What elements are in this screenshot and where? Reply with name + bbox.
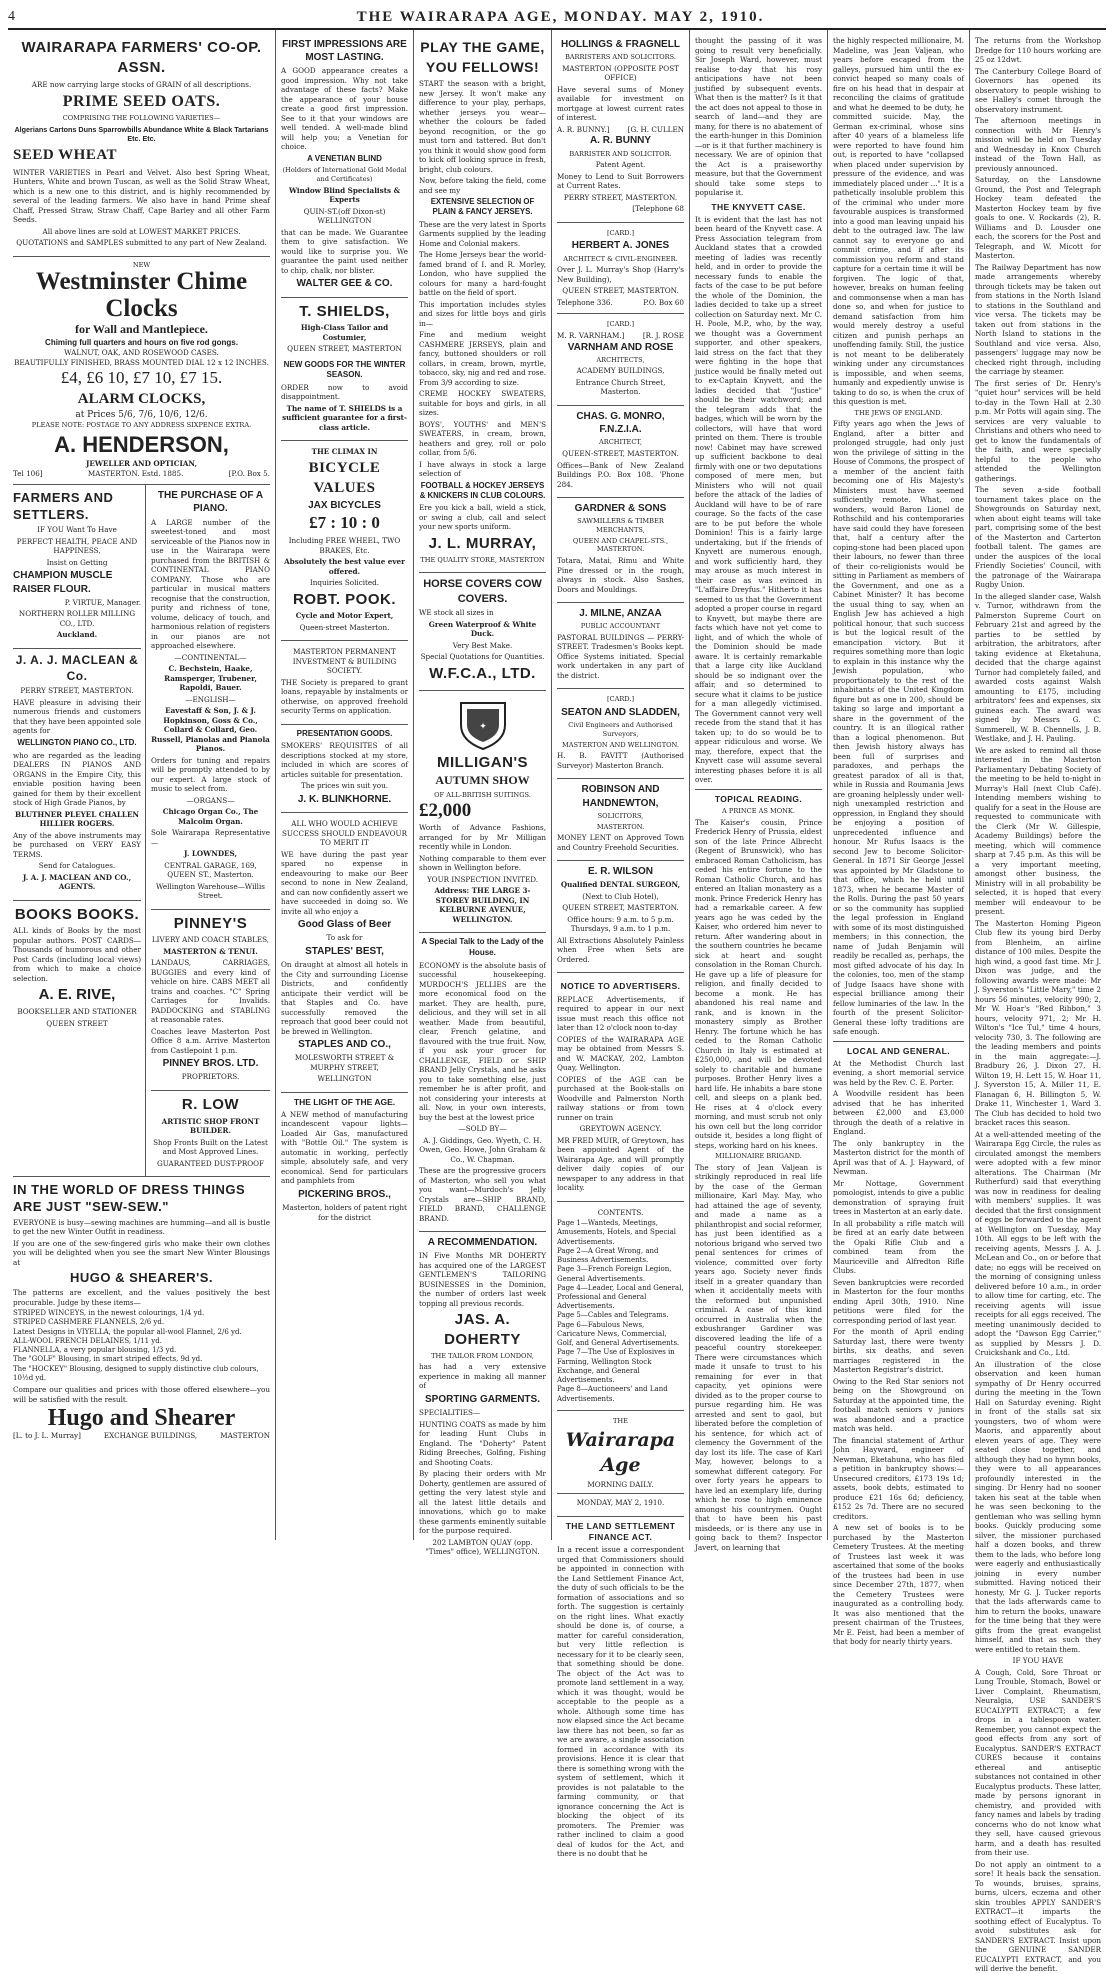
column-4	[552, 30, 690, 1859]
sewsew-ad: IN THE WORLD OF DRESS THINGS ARE JUST "SEW-SEW." EVERYONE is busy—sewing machines are humming—and all is bustle to get the new Winter Outfit in readiness. If you are one of the sew-fingered girls who make their own clothes you will be delighted when you see the smart New Winter Blousings at HUGO & SHEARER'S. The patterns are excellent, and the values positively the best procurable. Judge by these items— STRIPED WINCEYS, in the newest colourings, 1/4 yd. STRIPED CASHMERE FLANNELS, 2/6 yd. Latest Designs in VIYELLA, the popular all-wool Flannel, 2/6 yd. ALL-WOOL FRENCH DELAINES, 1/11 yd. FLANNELLA, a very popular blousing, 1/3 yd. The "GOLF" Blousing, in smart striped effects, 9d yd. The "HOCKEY" Blousing, designed to supply distinctive club colours, 10½d yd. Compare our qualities and prices with those offered elsewhere—you will be satisfied with the result. Hugo and Shearer [L. to J. L. Murray] EXCHANGE BUILDINGS, MASTERTON	[13, 1182, 270, 1441]
wairarapa-age-nameplate: Wairarapa Age	[565, 1428, 676, 1476]
column-1	[8, 30, 276, 1540]
hugo-shearer-footer: Hugo and Shearer	[47, 1405, 236, 1432]
sander-ad-heading: IF YOU HAVE	[1012, 1656, 1064, 1665]
henderson-name: A. HENDERSON,	[54, 432, 229, 458]
newspaper-page	[8, 6, 1106, 1973]
milligan-ad: ✦ MILLIGAN'S AUTUMN SHOW OF ALL-BRITISH SUITINGS. £2,000 Worth of Advance Fashions, arranged for by Mr Milligan recently while in London. Nothing comparable to them ever shown in Wellington before. YOUR INSPECTION INVITED. Address: THE LARGE 3-STOREY BUILDING, IN KELBURNE AVENUE, WELLINGTON.	[419, 691, 546, 934]
page-number: 4	[8, 9, 15, 24]
newspaper-title: THE WAIRARAPA AGE, MONDAY. MAY 2, 1910.	[356, 8, 765, 25]
topical-reading-heading: TOPICAL READING.	[714, 793, 803, 804]
light-ad: THE LIGHT OF THE AGE. A NEW method of manufacturing incandescent vapour lights—Loaded Air Gas, manufactured with "Bottle Oil." The system is automatic in working, perfectly simple, absolutely safe, and very economical. Send for particulars and pamphlets from PICKERING BROS., Masterton, holders of patent right for the district	[281, 1096, 408, 1222]
hollings-card: HOLLINGS & FRAGNELL BARRISTERS AND SOLICITORS. MASTERTON (OPPOSITE POST OFFICE) Have several sums of Money available for investment on mortgage at lowest current rates of interest. A. R. BUNNY.] [G. H. CULLEN A. R. BUNNY BARRISTER AND SOLICITOR. Patent Agent. Money to Lend to Suit Borrowers at Current Rates. PERRY STREET, MASTERTON. [Telephone 68	[557, 34, 684, 223]
column-3	[414, 30, 552, 1557]
building-society-ad: MASTERTON PERMANENT INVESTMENT & BUILDING SOCIETY. THE Society is prepared to grant loans, repayable by instalments or otherwise, on approved freehold security Terms on application.	[281, 641, 408, 725]
robinson-card: ROBINSON AND HANDNEWTON, SOLICITORS, MASTERTON. MONEY LENT on Approved Town and Country Freehold Securities.	[557, 779, 684, 861]
column-6: the highly respected millionaire, M. Madeline, was Jean Valjean, who years before escaped from the galleys, pursued him until the ex-convict heaped so many coals of fire on his head that in despair at reconciling the claims of gratitude and what he deemed to be duty, he committed suicide. May, the German ex-criminal, whose sins after 40 years of a blameless life were reported to have found him out, is reported to have "collapsed when placed under supervision by pressure of the evidence, and was immediately placed under ..." It is a pathetically insoluble problem this of the criminal who under more favourable auspices is transformed into a good man leaving unpaid his debt to the outraged law. The law cannot say to everyone go and commit crime, and if after its commission you reform and stand capture for a certain time it will be forgiven. The logic of that, however, breaks on human feeling and commonsense when a man has done so, and when for justice to demand satisfaction from him would merely destroy a useful citizen and punish perhaps an unoffending family. Still, the justice is not meant to be deliberately winking under any circumstances is impossible, and when seems, humanly and expediently unwise is taking to do so, is when the crux of this question is met. THE JEWS OF ENGLAND. Fifty years ago when the Jews of England, after a bitter and prolonged struggle, had only just won the privilege of sitting in the House of Commons, the prospect of a member of the ancient faith becoming one of His Majesty's Ministers must have seemed sufficiently remote. What, one wonders, would Baron Lionel de Rothschild and his contemporaries have said could they have foreseen that, half a century after the coping-stone had been placed upon their labours, no fewer than three of their co-religionists would be sitting in Parliament as members of the Government, and one as a Cabinet Minister? It has become the usual thing to say, when an English Jew has achieved a high political honour, that such success is but the logical result of the emancipation victory. But it requires something more than logic to explain in this instance why the Jewish population, who proportionately to the rest of the inhabitants of the United Kingdom figure but as one in 200, should be taking so large and important a share in the government of the country. It is an illogical rather than a logical phenomenon. But then Jewish history always has been full of surprises and paradoxes, and perhaps the greatest paradox of all is that, while in Russia and Roumania Jews are groaning helplessly under well-nigh unexampled restriction and oppression, in England they should be enjoying a position of unprecedented influence and honour. Mr Rufus Isaacs is the second Jew to become Solicitor-General. In 1871 Sir George Jessel was appointed by Mr Gladstone to that office, which he held until 1873, when he became Master of the Rolls. During the past 50 years or so the community has supplied the legal profession in England with some of its most distinguished members; in this connection, the name of Judah Benjamin will readily be recalled as, perhaps, the most gifted advocate of his day. In the colonies, too, men of the stamp of Judge Isaacs have shone with especial brilliance among their fellow luminaries of the law. In the fourth of the present Solicitor-General these lofty traditions are safe enough. LOCAL AND GENERAL. At the Methodist Church last evening, a short memorial service was held by the Rev. C. E. Porter. A Woodville resident has been advised that he has inherited between £2,000 and £3,000 through the death of a relative in England. The only bankruptcy in the Masterton district for the month of April was that of A. J. Hayward, of Newman. Mr Nottage, Government pomologist, intends to give a public demonstration of spraying fruit trees in Masterton at an early date. In all probability a rifle match will be fired at an early date between the Opaki Rifle Club and a combined team from the Mauriceville and Alfredton Rifle Clubs. Seven bankruptcies were recorded in Masterton for the four months ending April 30th, 1910. Nine petitions were filed for the corresponding period of last year. For the month of April ending Saturday last, there were twenty births, six deaths, and seven marriages registered in the Masterton Registrar's district. Owing to the Red Star seniors not being on the Showground on Saturday at the appointed time, the football match seniors v juniors was abandoned and a practice match was held. The financial statement of Arthur John Hayward, engineer of Newman, Eketahuna, who has filed a petition in bankruptcy shows:—Unsecured creditors, £173 19s 1d; assets, book debts, estimated to produce £21 16s 6d; deficiency, £152 2s 7d. There are no secured creditors. A new set of books is to be purchased by the Masterton Cemetery Trustees. At the meeting of Trustees last week it was ascertained that some of the books of the trustees had been in use since December 27th, 1877, when the Cemetery Trustees were inaugurated as a controlling body. It was also mentioned that the present chairman of the Trustees, Mr E. Feist, had been a member of that body for nearly thirty years.	[828, 30, 970, 1540]
pinney-ad: PINNEY'S LIVERY AND COACH STABLES, MASTERTON & TENUI. LANDAUS, CARRIAGES, BUGGIES and every kind of vehicle on hire. CABS MEET all trains and coaches. "C" Spring Carriages for Invalids. PADDOCKING and STABLING at reasonable rates. Coaches leave Masterton Post Office 8 a.m. Arrive Masterton from Castlepoint 1 p.m. PINNEY BROS. LTD. PROPRIETORS.	[151, 910, 270, 1091]
column-5: thought the passing of it was going to result very beneficially. Sir Joseph Ward, however, must realise to-day that his rosy anticipations have not been justified by subsequent events. What then is the matter? Is it that the act does not appeal to those in search of land—and they are many, for there is no abatement of the earth-hunger in this Dominion—or is it that further machinery is necessary. We are of opinion that the Act is a praiseworthy measure, but that the Government should take some steps to popularise it. THE KNYVETT CASE. It is evident that the last has not been heard of the Knyvett case. A Press Association telegram from Auckland states that a crowded meeting of ladies was recently held, and in order to provide the necessary funds to enable the facts of the case to be put before the whole of the Dominion, the ladies decided to take up a street collection on Saturday next. Mr C. H. Poole, M.P., who, by the way, we thought was a Government supporter, and other speakers, laid stress on the fact that they were fighting in the hope that justice would be finally meted out to ex-Captain Knyvett, and the ladies decided that "Justice" should be their watchword; and the telegram adds that the badges, which will be worn by the collectors, will have that word printed on them. There is trouble now! Cabinet may have screwed up sufficient backbone to deal firmly with one or two deputations composed of mere men, but Ministers who will not quail before the attack of the ladies of Auckland will have to be of rare courage. So the facts of the case are to be put before the whole Dominion! This is a fairly large undertaking, but if the friends of Knyvett are numerous enough, and work sufficiently hard, they may arouse as much interest in their case as was evinced in "L'affaire Dreyfus." Hitherto it has seemed to us that the Government adopted a proper course in regard to Knyvett, but maybe there are facts which have not yet come to light, and of which the whole of the Dominion should be made aware. It is certainly remarkable that a large city like Auckland should be so indignant over the affair, and so determined to secure what it claims to be justice for a man allegedly victimised. The Government cannot very well recede from the stand that it has taken up; to do so would be to appear ridiculous and worse. We may, therefore, expect that the Knyvett case will assume several interesting phases before it is all over. TOPICAL READING. A PRINCE AS MONK. The Kaiser's cousin, Prince Frederick Henry of Prussia, eldest son of the late Prince Albrecht (Regent of Brunswick), who has embraced Roman Catholicism, has ceded his entire fortune to the Roman Catholic Church, and has entered an Italian monastery as a monk. Prince Frederick Henry has had a remarkable career. A few years ago he was ceded by the Kaiser, who ordered him never to return. After wandering about in the southern countries he became sick at heart and sought consolation in the Roman Church. He gave up a life of pleasure for religion, and finally decided to become a monk. He has abandoned his real name and rank, and is known in the monastery simply as Brother Henry. The fortune which he has ceded to the Roman Catholic Church in Italy is estimated at £250,000, and will be devoted solely to charitable and humane purposes. Brother Henry lives a hard life. He inhabits a bare stone cell, and sleeps on a plank bed. He rises at 4 o'clock every morning, and must scrub not only his own cell but the long corridor outside it, besides a long flight of steps, working hard on his knees. MILLIONAIRE BRIGAND. The story of Jean Valjean is strikingly reproduced in real life by the case of the German millionaire, Karl May. May, who had attained the age of seventy, and made a name as a philanthropist and social reformer, has just been identified as a notorious brigand who served two penal sentences for crimes of violence, committed over forty years ago. Society never finds itself in a greater quandary than when it accidentally meets with the reformed but unpunished criminal. A case of this kind occurred in Australia when the exbushranger Gardiner was discovered leading the life of a peaceful country storekeeper. There were circumstances which made it unsafe to trust to his remaining for ever in that capacity, yet opinions were divided as to the proper course to pursue regarding him. He was arrested and sent to gaol, but liberated before the completion of his sentence, for which act of clemency the Government of the day lost its life. The case of Karl May, however, belongs to a somewhat different category. For over forty years he appears to have led an exemplary life, during which he rose to high eminence amongst his countrymen. Ought that to have been his past misdeeds, or is there any use in going back to them? Inspector Javert, on learning that	[690, 30, 828, 1540]
jones-card: [CARD.] HERBERT A. JONES ARCHITECT & CIVIL-ENGINEER. Over J. L. Murray's Shop (Harry's New Building), QUEEN STREET, MASTERTON. Telephone 336. P.O. Box 60	[557, 223, 684, 315]
knyvett-heading: THE KNYVETT CASE.	[711, 201, 806, 212]
jerseys-ad: PLAY THE GAME, YOU FELLOWS! START the season with a bright, new Jersey. It won't make any difference to your play, perhaps, whether jerseys you wear—whether the colours be faded beyond recognition, or the go must torn and tattered. But don't you think it would show good form to kick off looking spruce in fresh, bright, club colours. Now, before taking the field, come and see my EXTENSIVE SELECTION OF PLAIN & FANCY JERSEYS. These are the very latest in Sports Garments supplied by the leading Home and Colonial makers. The Home Jerseys bear the world-famed brand of I. and R. Morley, London, who have supplied the colours for many a hard-fought battle on the field of sport. This importation includes styles and sizes for little boys and girls in— Fine and medium weight CASHMERE JERSEYS, plain and fancy, buttoned shoulders or roll collars, in cream, brown, myrtle, tobacco, sky, nig and red and rose. From 3/9 according to size. CREME HOCKEY SWEATERS, suitable for boys and girls, in all sizes. BOYS', YOUTHS' and MEN'S SWEATERS, in cream, brown, heathers and grey, roll or polo collar, from 5/6. I have always in stock a large selection of FOOTBALL & HOCKEY JERSEYS & KNICKERS IN CLUB COLOURS. Ere you kick a ball, wield a stick, or swing a club, call and select your new sports uniform. J. L. MURRAY, THE QUALITY STORE, MASTERTON	[419, 34, 546, 573]
editorial-masthead: THE Wairarapa Age MORNING DAILY. MONDAY, MAY 2, 1910.	[557, 1411, 684, 1517]
contents-list: CONTENTS. Page 1—Wanteds, Meetings, Amusements, Hotels, and Special Advertisements. Page 2—A Great Wrong, and Business Advertisements. Page 3—French Foreign Legion, General Advertisements. Page 4—Leader, Local and General, Professional and General Advertisements. Page 5—Cables and Telegrams. Page 6—Fabulous News, Caricature News, Commercial, Golf, and General Advertisements. Page 7—The Use of Explosives in Farming, Wellington Stock Exchange, and General Advertisements. Page 8—Auctioneers' and Land Advertisements.	[557, 1202, 684, 1411]
clocks-ad: NEW Westminster Chime Clocks for Wall and Mantlepiece. Chiming full quarters and hours on five rod gongs. WALNUT, OAK, AND ROSEWOOD CASES. BEAUTIFULLY FINISHED, BRASS MOUNTED DIAL 12 x 12 INCHES. £4, £6 10, £7 10, £7 15. ALARM CLOCKS, at Prices 5/6, 7/6, 10/6, 12/6. PLEASE NOTE: POSTAGE TO ANY ADDRESS SIXPENCE EXTRA. A. HENDERSON, JEWELLER AND OPTICIAN, Tel 106] MASTERTON. Estd. 1885. [P.O. Box 5.	[13, 257, 270, 485]
wilson-card: E. R. WILSON Qualified DENTAL SURGEON, (Next to Club Hotel), QUEEN STREET, MASTERTON. Office hours: 9 a.m. to 5 p.m. Thursdays, 9 a.m. to 1 p.m. All Extractions Absolutely Painless when Free when Sets are Ordered.	[557, 861, 684, 973]
shields-ad: T. SHIELDS, High-Class Tailor and Costumier, QUEEN STREET, MASTERTON NEW GOODS FOR THE WINTER SEASON. ORDER now to avoid disappointment. The name of T. SHIELDS is a sufficient guarantee for a first-class article.	[281, 298, 408, 442]
bicycle-ad: THE CLIMAX IN BICYCLE VALUES JAX BICYCLES £7 : 10 : 0 Including FREE WHEEL, TWO BRAKES, Etc. Absolutely the best value ever offered. Inquiries Solicited. ROBT. POOK. Cycle and Motor Expert, Queen-street Masterton.	[281, 441, 408, 641]
leader-article: THE LAND SETTLEMENT FINANCE ACT. In a recent issue a correspondent urged that Commissioners should be appointed in connection with the Land Settlement Finance Act, the duty of such officials to be the formation of associations and so forth. The suggestion is certainly on the right lines. What exactly should be done is, of course, a matter for careful consideration, but very little reflection is necessary for it to be clearly seen, that something should be done. The object of the Act was to promote land settlement in a way, which it was thought, would be acceptable to the people as a whole. Although some time has now elapsed since the Act became law there has not been, so far as we are aware, a single association formed in accordance with its provisions. Hence it is clear that there is something wrong with the system of settlement, which it provides is not palatable to the farming community, or that ignorance concerning the Act is blocking the object of its promoters. The Premier was rather inclined to claim a good deal of kudos for the Act, and there is no doubt that he	[557, 1520, 684, 1859]
monro-card: CHAS. G. MONRO, F.N.Z.I.A. ARCHITECT, QUEEN-STREET, MASTERTON. Offices—Bank of New Zealand Buildings P.O. Box 108. 'Phone 284.	[557, 406, 684, 498]
page-masthead	[8, 6, 1106, 30]
farmers-coop-ad: WAIRARAPA FARMERS' CO-OP. ASSN. ARE now carrying large stocks of GRAIN of all descriptions. PRIME SEED OATS. COMPRISING THE FOLLOWING VARIETIES— Algerians Cartons Duns Sparrowbills Abundance White & Black Tartarians Etc. Etc. SEED WHEAT WINTER VARIETIES in Pearl and Velvet. Also best Spring Wheat, Hunters, White and brown Tuscan, as well as the Solid Straw Wheat, which is a new one to this district, and is highly recommended by several of the leading farmers. We also have in hand Prime sheaf Chaff, Pressed Straw, Straw Chaff, Cape Barley and all other Farm Seeds. All above lines are sold at LOWEST MARKET PRICES. QUOTATIONS and SAMPLES submitted to any part of New Zealand.	[13, 34, 270, 257]
milne-card: J. MILNE, ANZAA PUBLIC ACCOUNTANT PASTORAL BUILDINGS — PERRY-STREET. Tradesmen's Books kept. Office Systems initiated. Special work undertaken in any part of the district.	[557, 603, 684, 689]
presentation-ad: PRESENTATION GOODS. SMOKERS' REQUISITES of all descriptions stocked at my store, included in which are scores of articles suitable for presentation. The prices win suit you. J. K. BLINKHORNE.	[281, 725, 408, 813]
seed-oats-heading: PRIME SEED OATS.	[62, 93, 221, 111]
books-ad: BOOKS BOOKS. ALL kinds of Books by the most popular authors. POST CARDS—Thousands of humorous and other Post Cards (including local views) from which to make a choice selection. A. E. RIVE, BOOKSELLER AND STATIONER QUEEN STREET	[13, 905, 141, 1028]
varnham-card: [CARD.] M. R. VARNHAM.] [R. J. ROSE VARNHAM AND ROSE ARCHITECTS, ACADEMY BUILDINGS, Entrance Church Street, Masterton.	[557, 314, 684, 406]
jews-heading: THE JEWS OF ENGLAND.	[854, 408, 943, 417]
crest-emblem	[419, 695, 546, 754]
seed-wheat-heading: SEED WHEAT	[13, 146, 118, 163]
seaton-card: [CARD.] SEATON AND SLADDEN, Civil Engineers and Authorised Surveyors, MASTERTON AND WELLINGTON. H. B. FAVITT (Authorised Surveyor) Masterton Branch.	[557, 689, 684, 779]
venetian-blind-ad: FIRST IMPRESSIONS ARE MOST LASTING. A GOOD appearance creates a good impression. Why not take advantage of these facts? Make the appearance of your house create a good first impression. See to it that your windows are well tended. A well-made blind will help you; a Venetian for choice. A VENETIAN BLIND (Holders of International Gold Medal and Certificates) Window Blind Specialists & Experts QUIN-ST.(off Dixon-st) WELLINGTON that can be made. We Guarantee them to give satisfaction. We would like to surprise you. We guarantee the paint used neither to chip, chalk, nor blister. WALTER GEE & CO.	[281, 34, 408, 298]
piano-ad: THE PURCHASE OF A PIANO. A LARGE number of the sweetest-toned and most serviceable of the Pianos now in use in the Wairarapa were purchased from the BRITISH & CONTINENTAL PIANO COMPANY. Those who are particular in musical matters recognise that the construction, purity and richness of tone, volume, delicacy of touch, and harmonious relation of registers in our pianos are not approached elsewhere. —CONTINENTAL— C. Bechstein, Haake, Ramsperger, Trubener, Rapoldi, Bauer. —ENGLISH— Eavestaff & Son, J. & J. Hopkinson, Goss & Co., Collard & Collard, Geo. Russell, Pianolas and Pianola Pianos. Orders for tuning and repairs will be promptly attended to by our expert. A large stock of music to select from. —ORGANS— Chicago Organ Co., The Malcolm Organ. Sole Wairarapa Representative— J. LOWNDES, CENTRAL GARAGE, 169, QUEEN ST., Masterton. Wellington Warehouse—Willis Street.	[151, 485, 270, 909]
clocks-title: Westminster Chime Clocks	[35, 268, 248, 322]
local-general-heading: LOCAL AND GENERAL.	[846, 1045, 951, 1056]
doherty-ad: A RECOMMENDATION. IN Five Months MR DOHERTY has acquired one of the LARGEST GENTLEMEN'S TAILORING BUSINESSES in the Dominion, the number of orders last week topping all previous records. JAS. A. DOHERTY THE TAILOR FROM LONDON, has had a very extensive experience in making all manner of SPORTING GARMENTS. SPECIALITIES— HUNTING COATS as made by him for leading Hunt Clubs in England. The "Doherty" Patent Riding Breeches, Golfing, Fishing and Shooting Coats. By placing their orders with Mr Doherty, gentlemen are assured of getting the very latest style and all the latest little details and innovations, which go to make these garments eminently suitable for the purpose required. 202 LAMBTON QUAY (opp. "Times" office), WELLINGTON.	[419, 1237, 546, 1557]
maclean-ad: J. A. J. MACLEAN & Co. PERRY STREET, MASTERTON. HAVE pleasure in advising their numerous friends and customers that they have been appointed sole agents for WELLINGTON PIANO CO., LTD. who are regarded as the leading DEALERS IN PIANOS AND ORGANS in the Empire City, this enviable position having been gained for them by their excellent stock of High Grade Pianos, by BLUTHNER PLEYEL CHALLEN HILLIER ROGERS. Any of the above instruments may be purchased on VERY EASY TERMS. Send for Catalogues. J. A. J. MACLEAN AND CO., AGENTS.	[13, 649, 141, 901]
notice-to-advertisers: NOTICE TO ADVERTISERS. REPLACE Advertisements, if required to appear in our next issue must reach this office not later than 12 o'clock noon to-day COPIES of the WAIRARAPA AGE may be obtained from Messrs S. and W. MACKAY, 202, Lambton Quay, Wellington. COPIES of the AGE can be purchased at the Book-stalls on Woodville and Palmerston North railway stations or from town runner on train GREYTOWN AGENCY. MR FRED MUIR, of Greytown, has been appointed Agent of the Wairarapa Age, and will promptly deliver daily copies of our newspaper to any address in that locality.	[557, 973, 684, 1201]
blousing-price-list: STRIPED WINCEYS, in the newest colourings, 1/4 yd. STRIPED CASHMERE FLANNELS, 2/6 yd. Latest Designs in VIYELLA, the popular all-wool Flannel, 2/6 yd. ALL-WOOL FRENCH DELAINES, 1/11 yd. FLANNELLA, a very popular blousing, 1/3 yd. The "GOLF" Blousing, in smart striped effects, 9d yd. The "HOCKEY" Blousing, designed to supply distinctive club colours, 10½d yd.	[13, 1309, 259, 1382]
gardner-card: GARDNER & SONS SAWMILLERS & TIMBER MERCHANTS, QUEEN AND CHAPEL-STS., MASTERTON. Totara, Matai, Rimu and White Pine dressed or in the rough, always in stock. Also Sashes, Doors and Mouldings.	[557, 498, 684, 603]
column-2	[276, 30, 414, 1540]
murdoch-jelly-ad: A Special Talk to the Lady of the House. ECONOMY is the absolute basis of successful housekeeping. MURDOCH'S JELLIES are the more economical food on the market. They are health, pure, delicious, and they will set in all weather. Made from beautiful, clear, French gelatine, and flavoured with the true fruit. Now, if you ask your grocer for CHALLENGE, FIELD or SHIP BRAND Jelly Crystals, and he asks you to take something else, just remember he is after profit, and not considering your interests at all. Now, in your own interests, buy the best at the lowest price —SOLD BY— A. J. Giddings, Geo. Wyeth, C. H. Owen, Geo. Howe, John Graham & Co., W. Chapman. These are the progressive grocers of Masterton, who sell you what you want—Murdoch's Jelly Crystals are—SHIP BRAND, FIELD BRAND, CHALLENGE BRAND.	[419, 933, 546, 1232]
svg-text:✦: ✦	[478, 721, 487, 732]
flour-ad: FARMERS AND SETTLERS. IF YOU Want To Have PERFECT HEALTH, PEACE AND HAPPINESS, Insist on Getting CHAMPION MUSCLE RAISER FLOUR. P. VIRTUE, Manager. NORTHERN ROLLER MILLING CO., LTD. Auckland.	[13, 485, 141, 649]
low-ad: R. LOW ARTISTIC SHOP FRONT BUILDER. Shop Fronts Built on the Latest and Most Approved Lines. GUARANTEED DUST-PROOF	[153, 1095, 268, 1168]
clock-prices: £4, £6 10, £7 10, £7 15.	[60, 368, 223, 388]
column-7: The returns from the Workshop Dredge for 110 hours working are 25 oz 12dwt. The Canterbury College Board of Governors has opened its observatory to people wishing to see Halley's comet through the observatory instrument. The afternoon meetings in connection with Mr Henry's mission will be held on Tuesday and Wednesday in Knox Church instead of the Town Hall, as previously announced. Saturday, on the Lansdowne Ground, the Post and Telegraph Hockey team defeated the Masterton Hockey team by five goals to one. V. Rockards (2), R. Williams and D. Lousder one each, the scorers for the Post and Telegraph, and W. Micott for Masterton. The Railway Department has now made arrangements whereby through tickets may be taken out from stations in the North Island to stations in the Southland and vice versa. The tickets may be taken out from stations in the North Island to stations in the Southland and vice versa. Also, passengers' luggage may now be checked right through, including the carriage by steamer. The first series of Dr. Henry's "quiet hour" services will be held to-day in the Town Hall at 2.30 p.m. Mr Potts will again sing. The services are very valuable to Christians and others who need to get to know the fundamentals of the faith, and were specially helpful to the people who attended the Wellington gatherings. The seven a-side football tournament takes place on the Showgrounds on Saturday next, when about eight teams will take part, comprising some of the best of the Masterton and Carterton football talent. The games are under the auspices of the local Friendly Societies' Council, with the patronage of the Wairarapa Rugby Union. In the alleged slander case, Walsh v. Turnor, withdrawn from the Palmerston Supreme Court on February 21st and agreed by the parties to be settled by arbitration, the arbitrators, after taking evidence at Eketahuna, decided that the charge against Turnor had completely failed, and awarded costs against Walsh amounting to £175, including arbitrators' fees and expenses, six guineas each. The award was signed by Messrs G. C. Summerell, W. B. Chennells, J. B. Westlake, and J. H. Pauling. We are asked to remind all those interested in the Masterton Parliamentary Debating Society of the meeting to be held to-night in Murray's Hall (next Club Café). Intending members wishing to qualify for a seat in the House are requested to communicate with the Clerk (Mr W. Gillespie, Academy Buildings) before the meeting, which will commence sharp at 7.45 p.m. As this will be a very important meeting, amongst other business, the Ministry will in all probability be selected, it is hoped that every member will endeavour to be present. The Masterton Homing Pigeon Club flew its young bird Derby from Blenheim, an airline distance of 100 miles. Despite the high wind, a good fast time. Mr J. Dixon was judge, and the following awards were made: Mr J. Syverston's "Little Mary," time 2 hours 56 minutes, velocity 990; 2, Mr W. Hoar's "Red Ribbon," 3 hours, velocity 971, 2; Mr H. Wilton's "Ice Tul," time 4 hours, velocity 730, 3. The following are the leading members and points in the main aggregate:—J. Bradbury 26, J. Dixon 27, H. Wilton 19, H. Lett 15, W. Hoar 11, J. Syverston 15, A. Miller 11, E. Flanagan 6, H. Billington 5, W. Drake 11, Winchester 1, Ward 3. The Club has decided to hold two bracket races this season. At a well-attended meeting of the Wairarapa Egg Circle, the rules as circulated amongst the members were adopted with a few minor alterations. The Chairman (Mr Rutherfurd) said that everything was now in readiness for dealing with members' supplies. It was decided that the first consignment of eggs be forwarded to the agent at Wellington on Tuesday, May 10th. All eggs to be left with the receiving agents, Messrs J. A. J. McLean and Co., on or before that date; no eggs will be received on the morning of consigning unless delivered before 10 a.m., in order to allow time for carting, etc. The receiving agents will issue receipts for all eggs received. The meeting unanimously decided to adopt the "Dawson Egg Carrier," as supplied by Messrs J. D. Cruickshank and Co., Ltd. An illustration of the close observation and keen human sympathy of Dr Henry occurred during the meeting in the Town Hall on Saturday evening. Right in front of the stalls sat six youngsters, two of whom were Maoris, and apparently about eleven years of age. They were seated close together, and although they had no hymn books, they were to all appearances profoundly interested in the singing. Dr Henry had no sooner taken his seat at the table when he was seen beckoning to the gentleman who was selling hymn books. Quickly producing some silver, the missioner purchased half a dozen books, and threw them to the lads, who before long were eagerly and enthusiastically joining in every number submitted. Having noticed their honesty, Mr G. J. Tucker reports that the lads afterwards came to him to return the books, unaware for the time being that they were gifts from the great evangelist himself, and that as such they were entitled to retain them. IF YOU HAVE A Cough, Cold, Sore Throat or Lung Trouble, Stomach, Bowel or Liver Complaint, Rheumatism, Neuralgia, USE SANDER'S EUCALYPTI EXTRACT; a few drops in a tablespoon water. Remember, you cannot expect the good effects from any sort of Eucalyptus. SANDER'S EXTRACT CURES because it contains ethereal and antiseptic substances not contained in other Eucalyptus products. These latter, made by persons ignorant in chemistry, and provided with fancy names and labels by trading concerns who do not know what they sell, have caused grievous harm, and a death has resulted from their use. Do not apply an ointment to a sore! It heals back the sensation. To wounds, bruises, sprains, burns, ulcers, eczema and other skin troubles APPLY SANDER'S EXTRACT—it imparts the soothing effect of Eucalyptus. To avoid substitutes ask for SANDER'S EXTRACT. Insist upon the GENUINE SANDER EUCALYPTI EXTRACT, and you will derive the benefit.	[975, 36, 1101, 1973]
farmers-coop-title: WAIRARAPA FARMERS' CO-OP. ASSN.	[21, 39, 262, 76]
horse-covers-ad: HORSE COVERS COW COVERS. WE stock all sizes in Green Waterproof & White Duck. Very Best Make. Special Quotations for Quantities. W.F.C.A., LTD.	[419, 573, 546, 690]
staples-ad: ALL WHO WOULD ACHIEVE SUCCESS SHOULD ENDEAVOUR TO MERIT IT WE have during the past year spared no expense in endeavouring to make our Beer second to none in New Zealand, and can now confidently assert we have succeeded in doing so. We invite all who enjoy a Good Glass of Beer To ask for STAPLES' BEST, On draught at almost all hotels in the City and surrounding License Districts, and confidently anticipate their verdict will be that Staples and Co. have successfully removed the reproach that good beer could not be brewed in Wellington. STAPLES AND CO., MOLESWORTH STREET & MURPHY STREET, WELLINGTON	[281, 813, 408, 1093]
